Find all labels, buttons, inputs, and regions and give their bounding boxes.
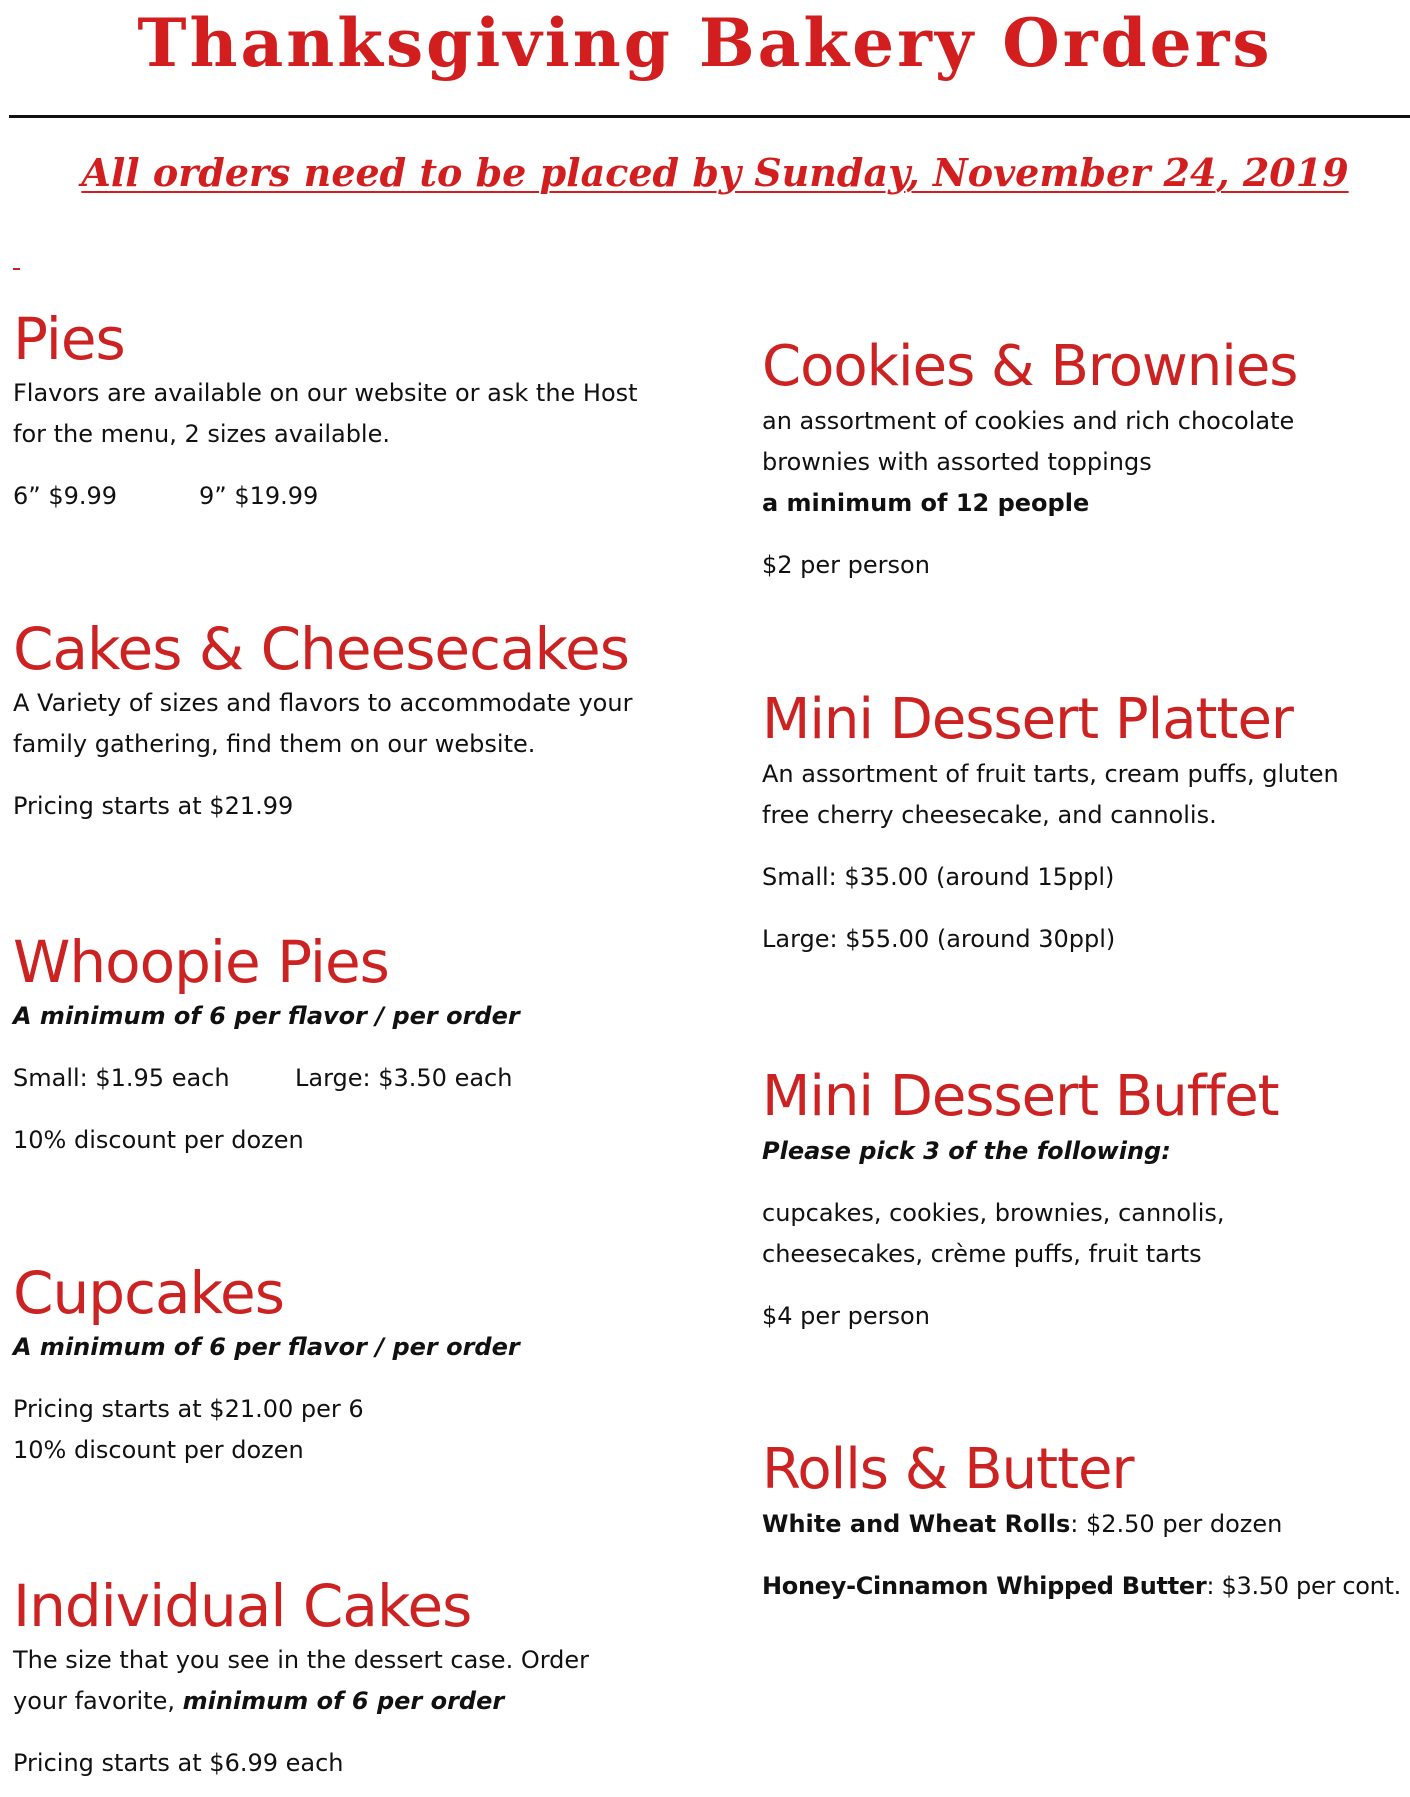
- section-desc-line: family gathering, find them on our website.: [13, 730, 536, 758]
- section-heading: Cookies & Brownies: [762, 334, 1298, 399]
- section-heading: Mini Dessert Platter: [762, 687, 1293, 752]
- section-heading: Individual Cakes: [13, 1572, 472, 1640]
- title-divider: [9, 115, 1410, 118]
- section-desc-line: Flavors are available on our website or ask the Host: [13, 379, 638, 407]
- item-list-line: cheesecakes, crème puffs, fruit tarts: [762, 1240, 1202, 1268]
- section-heading: Cupcakes: [13, 1259, 284, 1327]
- price-large: 9” $19.99: [199, 482, 319, 510]
- price-large: Large: $55.00 (around 30ppl): [762, 925, 1116, 953]
- section-desc-line: for the menu, 2 sizes available.: [13, 420, 390, 448]
- section-heading: Pies: [13, 305, 125, 373]
- price-small: 6” $9.99: [13, 482, 118, 510]
- price-large: Large: $3.50 each: [295, 1064, 513, 1092]
- instruction-note: Please pick 3 of the following:: [762, 1137, 1171, 1165]
- butter-price: : $3.50 per cont.: [1206, 1572, 1401, 1600]
- section-desc-line: [13, 1681, 683, 1722]
- minimum-note: A minimum of 6 per flavor / per order: [13, 1333, 520, 1361]
- section-cakes-cheesecakes: [13, 615, 683, 827]
- section-cookies-brownies: [762, 333, 1407, 586]
- section-rolls-butter: [762, 1436, 1407, 1607]
- section-whoopie-pies: [13, 928, 683, 1161]
- section-heading: Cakes & Cheesecakes: [13, 615, 629, 683]
- section-heading: Mini Dessert Buffet: [762, 1064, 1279, 1129]
- section-desc-line: free cherry cheesecake, and cannolis.: [762, 801, 1217, 829]
- minimum-note: a minimum of 12 people: [762, 489, 1090, 517]
- section-mini-dessert-buffet: [762, 1063, 1407, 1337]
- section-mini-dessert-platter: [762, 686, 1407, 960]
- section-desc-line: A Variety of sizes and flavors to accommodate your: [13, 689, 633, 717]
- pricing-line: Pricing starts at $21.99: [13, 792, 294, 820]
- pricing-line: Pricing starts at $21.00 per 6: [13, 1395, 364, 1423]
- section-pies: [13, 305, 683, 517]
- rolls-label: White and Wheat Rolls: [762, 1510, 1071, 1538]
- section-cupcakes: [13, 1259, 683, 1471]
- rolls-line: [762, 1504, 1407, 1545]
- section-heading: Rolls & Butter: [762, 1437, 1134, 1502]
- section-desc-line: brownies with assorted toppings: [762, 448, 1152, 476]
- item-list-line: cupcakes, cookies, brownies, cannolis,: [762, 1199, 1225, 1227]
- discount-note: 10% discount per dozen: [13, 1126, 304, 1154]
- section-individual-cakes: [13, 1572, 683, 1784]
- discount-note: 10% discount per dozen: [13, 1436, 304, 1464]
- butter-line: [762, 1566, 1407, 1607]
- price-line: $4 per person: [762, 1302, 930, 1330]
- price-line: $2 per person: [762, 551, 930, 579]
- page-title: Thanksgiving Bakery Orders: [137, 4, 1273, 82]
- section-heading: Whoopie Pies: [13, 928, 389, 996]
- minimum-note: minimum of 6 per order: [182, 1687, 505, 1715]
- price-small: Small: $1.95 each: [13, 1064, 230, 1092]
- section-desc-line: An assortment of fruit tarts, cream puffs, gluten: [762, 760, 1339, 788]
- minimum-note: A minimum of 6 per flavor / per order: [13, 1002, 520, 1030]
- section-desc-line: The size that you see in the dessert case. Order: [13, 1646, 590, 1674]
- red-mark: [13, 268, 20, 270]
- pricing-line: Pricing starts at $6.99 each: [13, 1749, 344, 1777]
- butter-label: Honey-Cinnamon Whipped Butter: [762, 1572, 1207, 1600]
- price-row: [13, 1058, 683, 1099]
- price-row: [13, 476, 683, 517]
- price-small: Small: $35.00 (around 15ppl): [762, 863, 1115, 891]
- order-deadline: All orders need to be placed by Sunday, November 24, 2019: [81, 150, 1349, 195]
- section-desc-line: an assortment of cookies and rich chocolate: [762, 407, 1295, 435]
- rolls-price: : $2.50 per dozen: [1070, 1510, 1283, 1538]
- desc-prefix: your favorite,: [13, 1687, 183, 1715]
